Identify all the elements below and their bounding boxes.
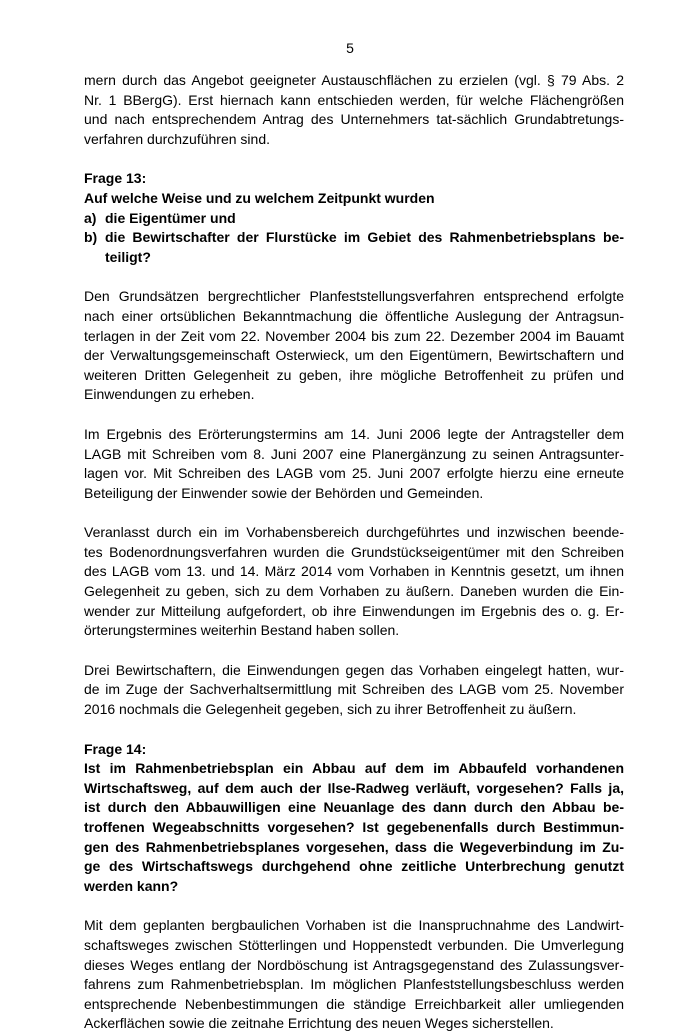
frage13-item-b [84,228,624,248]
question-line: werden kann? [84,877,179,894]
question-line: Ist im Rahmenbetriebsplan ein Abbau auf dem im Abbaufeld vorhandenen [84,760,624,777]
frage13-answer-paragraph [84,425,624,503]
frage13-heading: Frage 13: [84,170,147,187]
intro-line: Nr. 1 BBergG). Erst hiernach kann entschieden werden, für welche Flächengrößen [84,91,624,108]
frage13-answer-paragraph [84,287,624,405]
list-marker: b) [84,229,98,246]
paragraph-line: Beteiligung der Einwender sowie der Behörden und Gemeinden. [84,484,484,501]
frage13-item-a [84,209,624,229]
list-marker: a) [84,209,97,226]
list-item-text: die Eigentümer und [105,209,236,226]
page-content [84,71,624,1034]
paragraph-line: nach einer ortsüblichen Bekanntmachung die öffentliche Auslegung der Antragsun- [84,307,624,324]
paragraph-line: Veranlasst durch ein im Vorhabensbereich durchgeführtes und inzwischen beende- [84,524,624,541]
paragraph-line: de im Zuge der Sachverhaltsermittlung mit Schreiben des LAGB vom 25. November [84,681,624,698]
question-line: troffenen Wegeabschnitts vorgesehen? Ist gegebenenfalls durch Bestimmun- [84,819,624,835]
paragraph-line: wender zur Mitteilung aufgefordert, ob ihre Einwendungen im Ergebnis des o. g. Er- [84,602,624,619]
paragraph-line: Mit dem geplanten bergbaulichen Vorhaben ist die Inanspruchnahme des Landwirt- [84,917,624,934]
spacer [84,720,624,740]
question-line: ist durch den Abbauwilligen eine Neuanlage des dann durch den Abbau be- [84,799,624,816]
spacer [84,149,624,169]
intro-line: mern durch das Angebot geeigneter Austauschflächen zu erzielen (vgl. § 79 Abs. 2 [84,72,624,88]
paragraph-line: dieses Weges entlang der Nordböschung ist Antragsgegenstand des Zulassungsver- [84,956,624,973]
paragraph-line: Einwendungen zu erheben. [84,386,255,403]
spacer [84,641,624,661]
paragraph-line: 2016 nochmals die Gelegenheit gegeben, sich zu ihrer Betroffenheit zu äußern. [84,701,577,718]
paragraph-line: Im Ergebnis des Erörterungstermins am 14. Juni 2006 legte der Antragsteller dem [84,425,624,442]
spacer [84,503,624,523]
paragraph-line: entsprechende Nebenbestimmungen die ständige Erreichbarkeit aller umliegenden [84,995,624,1012]
list-item-text: teiligt? [105,248,151,265]
paragraph-line: örterungstermines weiterhin Bestand haben sollen. [84,622,400,639]
question-line: ge des Wirtschaftswegs durchgehend ohne zeitliche Unterbrechung genutzt [84,858,624,875]
paragraph-line: fahrens zum Rahmenbetriebsplan. Im möglichen Planfeststellungsbeschluss werden [84,976,624,993]
list-item-text: die Bewirtschafter der Flurstücke im Gebiet des Rahmenbetriebsplans be- [105,229,624,246]
question-line: gen des Rahmenbetriebsplanes vorgesehen, dass die Wegeverbindung im Zu- [84,838,624,855]
paragraph-line: LAGB mit Schreiben vom 8. Juni 2007 eine Planergänzung zu seinen Antragsunter- [84,445,624,462]
paragraph-line: terlagen in der Zeit vom 22. November 2004 bis zum 22. Dezember 2004 im Bauamt [84,327,624,344]
paragraph-line: tes Bodenordnungsverfahren wurden die Grundstückseigentümer mit den Schreiben [84,543,624,560]
frage14-question [84,759,624,896]
paragraph-line: Gelegenheit zu geben, sich zu dem Vorhaben zu äußern. Daneben wurden die Ein- [84,583,624,600]
paragraph-line: des LAGB vom 13. und 14. März 2014 vom Vorhaben in Kenntnis gesetzt, um ihnen [84,563,624,580]
paragraph-line: Den Grundsätzen bergrechtlicher Planfeststellungsverfahren entsprechend erfolgte [84,288,624,305]
frage14-answer-paragraph [84,916,624,1034]
paragraph-line: Drei Bewirtschaftern, die Einwendungen gegen das Vorhaben eingelegt hatten, wur- [84,661,624,678]
frage13-answer-paragraph [84,523,624,641]
paragraph-line: der Verwaltungsgemeinschaft Osterwieck, um den Eigentümern, Bewirtschaftern und [84,347,624,364]
spacer [84,267,624,287]
paragraph-line: schaftsweges zwischen Stötterlingen und Hoppenstedt verbunden. Die Umverlegung [84,936,624,953]
frage13-question: Auf welche Weise und zu welchem Zeitpunkt wurden [84,189,435,206]
paragraph-line: Ackerflächen sowie die zeitnahe Errichtung des neuen Weges sicherstellen. [84,1015,554,1032]
intro-line: verfahren durchzuführen sind. [84,130,270,147]
paragraph-line: weiteren Dritten Gelegenheit zu geben, ihre mögliche Betroffenheit zu prüfen und [84,366,624,383]
paragraph-line: lagen vor. Mit Schreiben des LAGB vom 25. Juni 2007 erfolgte hierzu eine erneute [84,465,624,482]
spacer [84,405,624,425]
page-number: 5 [346,40,354,56]
intro-line: und nach entsprechendem Antrag des Unternehmers tat-sächlich Grundabtretungs- [84,111,624,128]
question-line: Wirtschaftsweg, auf dem auch der Ilse-Radweg verläuft, vorgesehen? Falls ja, [84,779,624,796]
spacer [84,896,624,916]
intro-paragraph [84,71,624,149]
frage13-section [84,169,624,719]
frage14-heading: Frage 14: [84,740,147,757]
frage13-answer-paragraph [84,661,624,720]
